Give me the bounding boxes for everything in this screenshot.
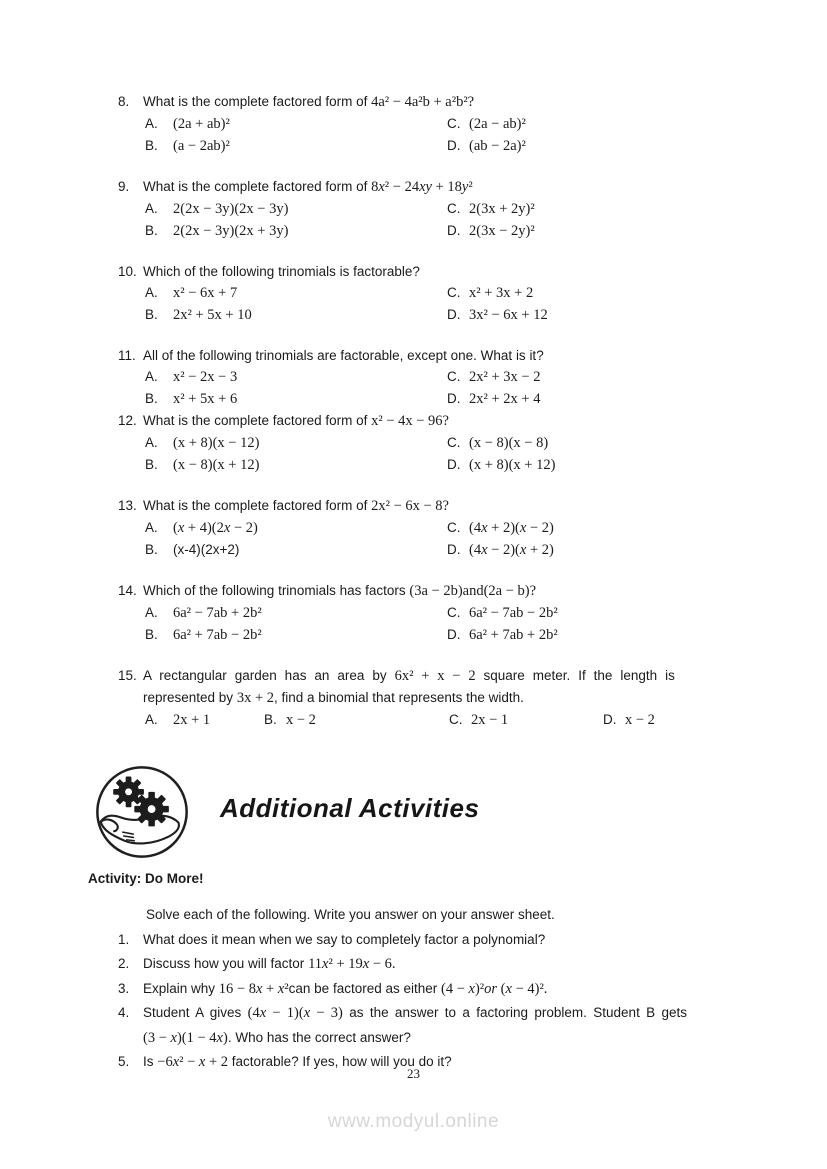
option-expression	[469, 304, 548, 326]
text-run: What is the complete factored form of	[143, 498, 372, 513]
math-expression: 2x² + 2x + 4	[469, 391, 541, 407]
option-expression	[469, 624, 558, 646]
option-B	[118, 624, 447, 646]
math-expression: 2x + 1	[173, 712, 211, 728]
option-row	[118, 624, 744, 646]
text-run: Explain why	[143, 980, 219, 996]
question-stem	[118, 345, 744, 366]
page-number: 23	[407, 1066, 420, 1081]
math-expression: (4x − 2)(x + 2)	[469, 542, 554, 558]
option-expression	[469, 135, 526, 157]
text-run: square meter. If the length is	[475, 668, 675, 683]
math-expression: −6x² − x + 2	[157, 1054, 229, 1070]
math-expression: 6a² − 7ab + 2b²	[173, 605, 262, 621]
option-expression	[469, 539, 554, 561]
option-row	[118, 366, 744, 388]
question-stem	[118, 410, 744, 432]
math-expression: 6a² + 7ab − 2b²	[173, 627, 262, 643]
text-run: What is the complete factored form of	[143, 94, 372, 109]
activity-item-line1	[143, 952, 744, 977]
math-expression: 6x² + x − 2	[394, 668, 476, 684]
option-C	[447, 432, 744, 454]
activity-item-text	[143, 928, 744, 953]
math-expression: x² + 5x + 6	[173, 391, 238, 407]
question-9	[118, 176, 744, 242]
question-14	[118, 580, 744, 646]
option-expression	[173, 602, 262, 624]
option-expression	[469, 517, 554, 539]
option-C	[447, 517, 744, 539]
option-letter: D.	[447, 391, 461, 406]
text-run: can be factored as either	[288, 980, 441, 996]
math-expression: (2a − ab)²	[469, 116, 526, 132]
option-B	[118, 539, 447, 561]
option-letter: A.	[145, 369, 158, 384]
math-expression: (3a − 2b)and(2a − b)?	[409, 583, 537, 599]
option-expression	[469, 388, 540, 410]
question-10	[118, 261, 744, 326]
option-expression	[173, 454, 259, 476]
question-stem-text	[143, 261, 744, 282]
option-expression	[469, 113, 526, 135]
text-run: . Who has the correct answer?	[227, 1029, 411, 1045]
activity-intro: Solve each of the following. Write you answer on your answer sheet.	[146, 907, 555, 922]
option-letter: B.	[145, 138, 158, 153]
option-A	[118, 198, 447, 220]
option-row	[118, 282, 744, 304]
activity-item-line1	[143, 977, 744, 1002]
option-row	[118, 454, 744, 476]
math-expression: 2(2x − 3y)(2x − 3y)	[173, 201, 289, 217]
option-B	[118, 454, 447, 476]
activity-item-2	[118, 952, 744, 977]
question-stem	[118, 665, 744, 687]
math-expression: (2a + ab)²	[173, 116, 230, 132]
math-expression: x² − 6x + 7	[173, 285, 238, 301]
math-expression: 2(3x + 2y)²	[469, 201, 535, 217]
option-expression	[469, 282, 533, 304]
math-expression: x − 2	[286, 712, 316, 728]
activity-item-number: 1.	[118, 931, 130, 947]
math-expression: 2x − 1	[471, 712, 509, 728]
option-letter: B.	[145, 627, 158, 642]
option-A	[145, 709, 264, 731]
math-expression: (x + 8)(x + 12)	[469, 457, 556, 473]
option-row	[118, 517, 744, 539]
text-run: , find a binomial that represents the width.	[274, 690, 524, 705]
option-letter: A.	[145, 520, 158, 535]
option-A	[118, 282, 447, 304]
option-C	[447, 366, 744, 388]
option-row	[118, 135, 744, 157]
option-A	[118, 366, 447, 388]
option-D	[447, 539, 744, 561]
question-stem-text	[143, 345, 744, 366]
option-C	[449, 709, 603, 731]
question-stem	[118, 91, 744, 113]
math-expression: (4x + 2)(x − 2)	[469, 520, 554, 536]
option-C	[447, 282, 744, 304]
option-D	[447, 304, 744, 326]
math-expression: (x + 8)(x − 12)	[173, 435, 260, 451]
gear-icon	[134, 792, 169, 827]
option-D	[603, 709, 655, 731]
option-letter: D.	[447, 307, 461, 322]
option-letter: D.	[447, 627, 461, 642]
question-stem-text	[143, 580, 744, 602]
option-letter: C.	[447, 201, 461, 216]
math-expression: x² − 4x − 96?	[371, 413, 449, 429]
option-C	[447, 198, 744, 220]
option-letter: D.	[447, 457, 461, 472]
hand-holding-gears-icon	[94, 764, 190, 860]
option-letter: C.	[447, 605, 461, 620]
option-expression	[286, 709, 316, 731]
option-letter: D.	[447, 138, 461, 153]
gear-icon	[113, 776, 144, 807]
activity-label: Activity: Do More!	[88, 871, 204, 886]
math-expression: 4a² − 4a²b + a²b²?	[371, 94, 475, 110]
option-letter: C.	[447, 369, 461, 384]
option-letter: C.	[447, 435, 461, 450]
option-expression	[173, 709, 210, 731]
activity-item-text	[143, 952, 744, 977]
option-letter: B.	[145, 307, 158, 322]
option-expression	[173, 282, 237, 304]
option-row	[118, 304, 744, 326]
math-expression: 3x² − 6x + 12	[469, 307, 548, 323]
watermark: www.modyul.online	[327, 1111, 500, 1132]
option-letter: B.	[145, 391, 158, 406]
text-run: What does it mean when we say to completely factor a polynomial?	[143, 931, 546, 947]
activity-item-number: 4.	[118, 1005, 130, 1020]
option-letter: A.	[145, 285, 158, 300]
question-stem-text	[143, 91, 744, 113]
question-8	[118, 91, 744, 157]
option-D	[447, 220, 744, 242]
option-A	[118, 113, 447, 135]
option-expression	[173, 135, 230, 157]
option-letter: B.	[145, 542, 158, 557]
math-expression: 2(3x − 2y)²	[469, 223, 535, 239]
option-row	[118, 709, 744, 731]
question-stem	[118, 176, 744, 198]
activity-item-number: 2.	[118, 956, 130, 971]
option-letter: D.	[447, 542, 461, 557]
option-expression	[469, 602, 558, 624]
question-number: 11.	[118, 348, 136, 363]
option-expression	[173, 539, 239, 561]
option-A	[118, 517, 447, 539]
math-expression: (3 − x)(1 − 4x)	[143, 1029, 228, 1046]
text-run: All of the following trinomials are factorable, except one. What is it?	[143, 348, 544, 363]
activity-item-number: 5.	[118, 1054, 130, 1069]
option-expression	[173, 624, 262, 646]
question-number: 15.	[118, 668, 137, 683]
text-run: Discuss how you will factor	[143, 956, 309, 971]
option-letter: A.	[145, 712, 158, 727]
question-15	[118, 665, 744, 731]
option-expression	[173, 304, 252, 326]
activity-item-4	[118, 1001, 744, 1050]
option-letter: C.	[447, 285, 461, 300]
activity-item-line1	[143, 928, 744, 953]
option-letter: C.	[449, 712, 463, 727]
math-expression: 8x² − 24xy + 18y²	[371, 179, 473, 195]
activity-item-1	[118, 928, 744, 953]
math-expression: (x − 8)(x + 12)	[173, 457, 260, 473]
math-expression: (a − 2ab)²	[173, 138, 230, 154]
option-D	[447, 135, 744, 157]
activity-item-text	[143, 1001, 744, 1050]
option-D	[447, 454, 744, 476]
option-B	[118, 135, 447, 157]
question-number: 8.	[118, 94, 130, 109]
option-expression	[173, 388, 237, 410]
text-run: Is	[143, 1054, 158, 1069]
activity-item-line1	[143, 1001, 744, 1026]
activity-list	[118, 928, 744, 1075]
option-letter: C.	[447, 116, 461, 131]
option-expression	[173, 198, 288, 220]
math-expression: (x + 4)(2x − 2)	[173, 520, 258, 536]
activity-item-line2	[143, 1026, 744, 1051]
option-letter: C.	[447, 520, 461, 535]
option-letter: A.	[145, 116, 158, 131]
text-run: (x-4)(2x+2)	[173, 542, 240, 557]
additional-activities-header	[94, 764, 827, 860]
question-list	[118, 0, 744, 731]
math-expression: 6a² − 7ab − 2b²	[469, 605, 558, 621]
text-run: Which of the following trinomials is factorable?	[143, 264, 420, 279]
option-B	[118, 220, 447, 242]
question-stem	[118, 495, 744, 517]
option-B	[118, 388, 447, 410]
option-letter: B.	[264, 712, 277, 727]
option-expression	[173, 517, 258, 539]
section-title: Additional Activities	[220, 792, 480, 823]
option-expression	[173, 113, 230, 135]
question-number: 10.	[118, 264, 137, 279]
activity-item-3	[118, 977, 744, 1002]
math-expression: 2x² + 3x − 2	[469, 369, 541, 385]
option-A	[118, 432, 447, 454]
text-run: Student A gives	[143, 1005, 248, 1020]
question-13	[118, 495, 744, 561]
option-letter: A.	[145, 605, 158, 620]
math-expression: 2(2x − 3y)(2x + 3y)	[173, 223, 289, 239]
option-letter: D.	[447, 223, 461, 238]
math-expression: 16 − 8x + x²	[218, 980, 289, 997]
text-run: factorable? If yes, how will you do it?	[228, 1054, 452, 1069]
option-expression	[625, 709, 655, 731]
math-expression: x² + 3x + 2	[469, 285, 534, 301]
option-expression	[469, 198, 535, 220]
text-run: A rectangular garden has an area by	[143, 668, 395, 683]
option-letter: B.	[145, 457, 158, 472]
math-expression: 2x² − 6x − 8?	[371, 498, 449, 514]
option-expression	[469, 454, 555, 476]
option-expression	[469, 366, 540, 388]
option-expression	[173, 220, 288, 242]
option-D	[447, 624, 744, 646]
text-run: Which of the following trinomials has factors	[143, 583, 410, 598]
option-expression	[469, 220, 535, 242]
text-run: What is the complete factored form of	[143, 179, 372, 194]
math-expression: x − 2	[625, 712, 655, 728]
option-letter: A.	[145, 435, 158, 450]
question-11	[118, 345, 744, 410]
math-expression: x² − 2x − 3	[173, 369, 238, 385]
option-expression	[471, 709, 508, 731]
question-stem-text	[143, 410, 744, 432]
math-expression: (ab − 2a)²	[469, 138, 526, 154]
question-stem-text	[143, 176, 744, 198]
text-run: as the answer to a factoring problem. Student B gets	[342, 1005, 688, 1020]
question-number: 14.	[118, 583, 137, 598]
option-C	[447, 602, 744, 624]
option-A	[118, 602, 447, 624]
option-expression	[173, 366, 237, 388]
question-number: 13.	[118, 498, 137, 513]
option-B	[264, 709, 449, 731]
question-number: 12.	[118, 413, 137, 428]
question-stem-text	[143, 665, 744, 687]
question-stem-text	[143, 495, 744, 517]
option-row	[118, 539, 744, 561]
math-expression: 11x² + 19x − 6.	[308, 956, 396, 972]
question-stem	[118, 261, 744, 282]
option-row	[118, 432, 744, 454]
question-stem-line2	[143, 687, 744, 709]
math-expression: (4x − 1)(x − 3)	[247, 1005, 343, 1021]
text-run: What is the complete factored form of	[143, 413, 372, 428]
option-row	[118, 388, 744, 410]
option-C	[447, 113, 744, 135]
option-expression	[469, 432, 548, 454]
math-expression: (x − 8)(x − 8)	[469, 435, 549, 451]
math-expression: (4 − x)²or (x − 4)².	[441, 980, 548, 997]
option-row	[118, 198, 744, 220]
math-expression: 3x + 2	[236, 690, 274, 706]
option-D	[447, 388, 744, 410]
math-expression: 2x² + 5x + 10	[173, 307, 252, 323]
option-row	[118, 113, 744, 135]
option-letter: A.	[145, 201, 158, 216]
option-expression	[173, 432, 259, 454]
question-12	[118, 410, 744, 476]
question-number: 9.	[118, 179, 130, 194]
activity-item-number: 3.	[118, 980, 130, 996]
option-letter: B.	[145, 223, 158, 238]
text-run: represented by	[143, 690, 237, 705]
math-expression: 6a² + 7ab + 2b²	[469, 627, 558, 643]
option-B	[118, 304, 447, 326]
option-row	[118, 602, 744, 624]
question-stem	[118, 580, 744, 602]
activity-item-text	[143, 977, 744, 1002]
option-letter: D.	[603, 712, 617, 727]
option-row	[118, 220, 744, 242]
